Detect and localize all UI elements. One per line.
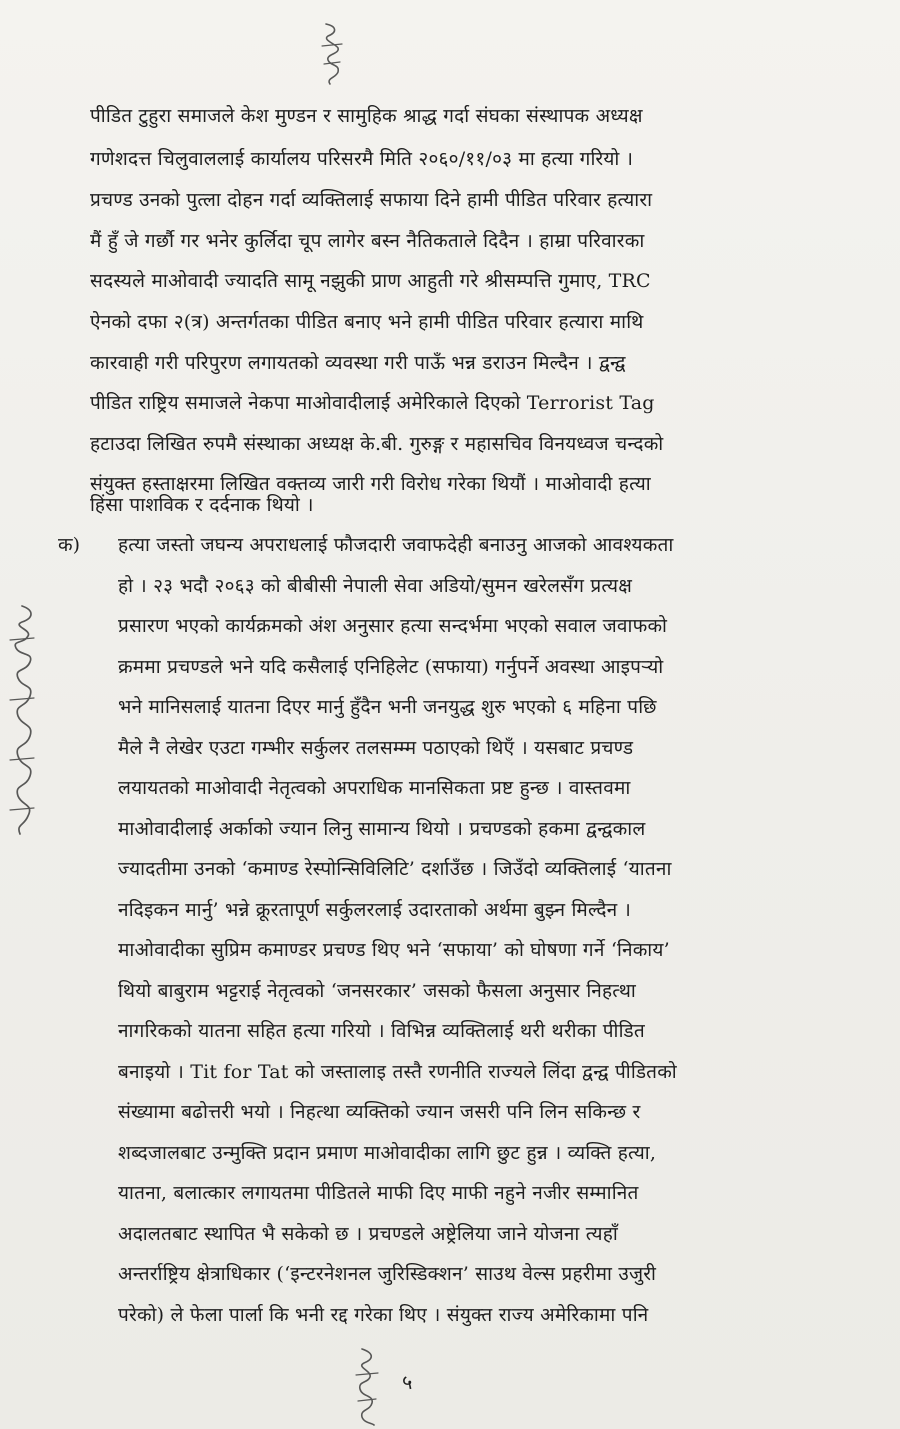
handwritten-signature-bottom [352,1345,382,1427]
paragraph-2-line-20: परेको) ले फेला पार्ला कि भनी रद्द गरेका थिए । संयुक्त राज्य अमेरिकामा पनि [118,1304,649,1326]
paragraph-2-line-17: यातना, बलात्कार लगायतमा पीडितले माफी दिए माफी नहुने नजीर सम्मानित [118,1182,639,1204]
page-number: ५ [402,1370,413,1394]
paragraph-2-line-14: बनाइयो । Tit for Tat को जस्तालाइ तस्तै रणनीति राज्यले लिंदा द्वन्द्व पीडितको [118,1061,677,1083]
paragraph-1-line-11: हिंसा पाशविक र दर्दनाक थियो । [90,494,314,516]
paragraph-1-line-5: सदस्यले माओवादी ज्यादति सामू नझुकी प्राण आहुती गरे श्रीसम्पत्ति गुमाए, TRC [90,270,651,292]
paragraph-2-line-15: संख्यामा बढोत्तरी भयो । निहत्था व्यक्तिको ज्यान जसरी पनि लिन सकिन्छ र [118,1101,641,1123]
paragraph-1-line-7: कारवाही गरी परिपुरण लगायतको व्यवस्था गरी पाऊँ भन्न डराउन मिल्दैन । द्वन्द्व [90,352,626,374]
paragraph-2-line-19: अन्तर्राष्ट्रिय क्षेत्राधिकार (‘इन्टरनेशनल जुरिस्डिक्शन’ साउथ वेल्स प्रहरीमा उजुरी [118,1263,657,1285]
handwritten-signature-left [4,600,40,840]
paragraph-1-line-10: संयुक्त हस्ताक्षरमा लिखित वक्तव्य जारी गरी विरोध गरेका थियौं । माओवादी हत्या [90,473,651,495]
paragraph-2-line-5: भने मानिसलाई यातना दिएर मार्नु हुँदैन भनी जनयुद्ध शुरु भएको ६ महिना पछि [118,696,657,718]
paragraph-2-line-10: नदिइकन मार्नु’ भन्ने क्रूरतापूर्ण सर्कुलरलाई उदारताको अर्थमा बुझ्न मिल्दैन । [118,899,632,921]
paragraph-2-line-12: थियो बाबुराम भट्टराई नेतृत्वको ‘जनसरकार’ जसको फैसला अनुसार निहत्था [118,980,636,1002]
paragraph-2-line-13: नागरिकको यातना सहित हत्या गरियो । विभिन्न व्यक्तिलाई थरी थरीका पीडित [118,1020,645,1042]
paragraph-1-line-3: प्रचण्ड उनको पुत्ला दोहन गर्दा व्यक्तिलाई सफाया दिने हामी पीडित परिवार हत्यारा [90,189,653,211]
paragraph-1-line-2: गणेशदत्त चिलुवाललाई कार्यालय परिसरमै मिति २०६०/११/०३ मा हत्या गरियो । [90,148,634,170]
paragraph-2-line-6: मैले नै लेखेर एउटा गम्भीर सर्कुलर तलसम्म्म पठाएको थिएँ । यसबाट प्रचण्ड [118,737,634,759]
paragraph-2-line-11: माओवादीका सुप्रिम कमाण्डर प्रचण्ड थिए भने ‘सफाया’ को घोषणा गर्ने ‘निकाय’ [118,939,670,961]
paragraph-2-line-7: लयायतको माओवादी नेतृत्वको अपराधिक मानसिकता प्रष्ट हुन्छ । वास्तवमा [118,777,631,799]
paragraph-1-line-1: पीडित टुहुरा समाजले केश मुण्डन र सामुहिक श्राद्ध गर्दा संघका संस्थापक अध्यक्ष [90,105,643,127]
paragraph-2-line-9: ज्यादतीमा उनको ‘कमाण्ड रेस्पोन्सिविलिटि’ दर्शाउँछ । जिउँदो व्यक्तिलाई ‘यातना [118,858,672,880]
paragraph-2-line-8: माओवादीलाई अर्काको ज्यान लिनु सामान्य थियो । प्रचण्डको हकमा द्वन्द्वकाल [118,818,646,840]
paragraph-1-line-6: ऐनको दफा २(त्र) अन्तर्गतका पीडित बनाए भने हामी पीडित परिवार हत्यारा माथि [90,311,644,333]
paragraph-2-line-4: क्रममा प्रचण्डले भने यदि कसैलाई एनिहिलेट (सफाया) गर्नुपर्ने अवस्था आइपऱ्यो [118,656,664,678]
paragraph-1-line-9: हटाउदा लिखित रुपमै संस्थाका अध्यक्ष के.बी. गुरुङ्ग र महासचिव विनयध्वज चन्दको [90,433,664,455]
paragraph-2-line-3: प्रसारण भएको कार्यक्रमको अंश अनुसार हत्या सन्दर्भमा भएको सवाल जवाफको [118,615,668,637]
paragraph-2-line-18: अदालतबाट स्थापित भै सकेको छ । प्रचण्डले अष्ट्रेलिया जाने योजना त्यहाँ [118,1223,618,1245]
paragraph-1-line-4: मैं हुँ जे गर्छौ गर भनेर कुर्लिदा चूप लागेर बस्न नैतिकताले दिदैन । हाम्रा परिवारका [90,230,645,252]
paragraph-2-line-16: शब्दजालबाट उन्मुक्ति प्रदान प्रमाण माओवादीका लागि छुट हुन्न । व्यक्ति हत्या, [118,1142,657,1164]
paragraph-2-marker: क) [58,534,81,556]
handwritten-signature-top [318,18,346,88]
paragraph-1-line-8: पीडित राष्ट्रिय समाजले नेकपा माओवादीलाई अमेरिकाले दिएको Terrorist Tag [90,392,655,414]
paragraph-2-line-2: हो । २३ भदौ २०६३ को बीबीसी नेपाली सेवा अडियो/सुमन खरेलसँग प्रत्यक्ष [118,575,633,597]
paragraph-2-line-1: हत्या जस्तो जघन्य अपराधलाई फौजदारी जवाफदेही बनाउनु आजको आवश्यकता [118,534,674,556]
